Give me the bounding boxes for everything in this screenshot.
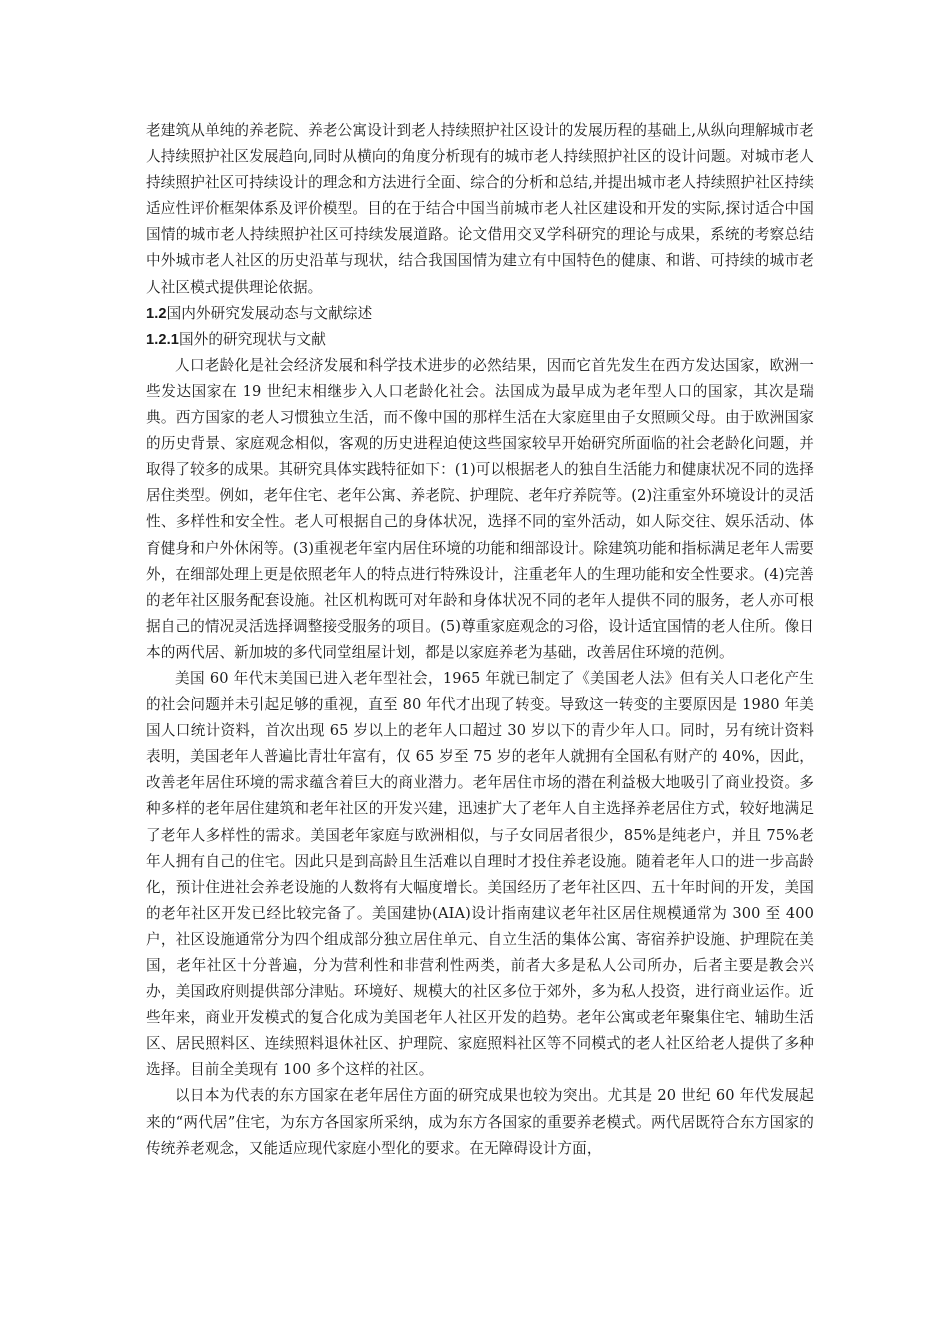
body-paragraph-japan: 以日本为代表的东方国家在老年居住方面的研究成果也较为突出。尤其是 20 世纪 60 年代发展起来的“两代居”住宅，为东方各国家所采纳，成为东方各国家的重要养老模式。两代居既符合东方国家的传统养老观念，又能适应现代家庭小型化的要求。在无障碍设计方面， — [146, 1087, 814, 1157]
section-heading-1-2 — [146, 301, 814, 327]
document-page — [146, 118, 814, 1162]
section-title: 国内外研究发展动态与文献综述 — [166, 304, 373, 322]
section-number: 1.2 — [146, 305, 167, 322]
section-heading-1-2-1 — [146, 327, 814, 353]
intro-paragraph: 老建筑从单纯的养老院、养老公寓设计到老人持续照护社区设计的发展历程的基础上,从纵向理解城市老人持续照护社区发展趋向,同时从横向的角度分析现有的城市老人持续照护社区的设计问题。对城市老人持续照护社区可持续设计的理念和方法进行全面、综合的分析和总结,并提出城市老人持续照护社区持续适应性评价框架体系及评价模型。目的在于结合中国当前城市老人社区建设和开发的实际,探讨适合中国国情的城市老人持续照护社区可持续发展道路。论文借用交叉学科研究的理论与成果，系统的考察总结中外城市老人社区的历史沿革与现状，结合我国国情为建立有中国特色的健康、和谐、可持续的城市老人社区模式提供理论依据。 — [146, 122, 814, 296]
body-paragraph-europe: 人口老龄化是社会经济发展和科学技术进步的必然结果，因而它首先发生在西方发达国家，欧洲一些发达国家在 19 世纪末相继步入人口老龄化社会。法国成为最早成为老年型人口的国家，其次是瑞典。西方国家的老人习惯独立生活，而不像中国的那样生活在大家庭里由子女照顾父母。由于欧洲国家的历史背景、家庭观念相似，客观的历史进程迫使这些国家较早开始研究所面临的社会老龄化问题，并取得了较多的成果。其研究具体实践特征如下：(1)可以根据老人的独自生活能力和健康状况不同的选择居住类型。例如，老年住宅、老年公寓、养老院、护理院、老年疗养院等。(2)注重室外环境设计的灵活性、多样性和安全性。老人可根据自己的身体状况，选择不同的室外活动，如人际交往、娱乐活动、体育健身和户外休闲等。(3)重视老年室内居住环境的功能和细部设计。除建筑功能和指标满足老年人需要外，在细部处理上更是依照老年人的特点进行特殊设计，注重老年人的生理功能和安全性要求。(4)完善的老年社区服务配套设施。社区机构既可对年龄和身体状况不同的老年人提供不同的服务，老人亦可根据自己的情况灵活选择调整接受服务的项目。(5)尊重家庭观念的习俗，设计适宜国情的老人住所。像日本的两代居、新加坡的多代同堂组屋计划，都是以家庭养老为基础，改善居住环境的范例。 — [146, 356, 814, 661]
body-paragraph-usa: 美国 60 年代末美国已进入老年型社会，1965 年就已制定了《美国老人法》但有关人口老化产生的社会问题并未引起足够的重视，直至 80 年代才出现了转变。导致这一转变的主要原因是 1980 年美国人口统计资料，首次出现 65 岁以上的老年人口超过 30 岁以下的青少年人口。同时，另有统计资料表明，美国老年人普遍比青壮年富有，仅 65 岁至 75 岁的老年人就拥有全国私有财产的 40%，因此，改善老年居住环境的需求蕴含着巨大的商业潜力。老年居住市场的潜在利益极大地吸引了商业投资。多种多样的老年居住建筑和老年社区的开发兴建，迅速扩大了老年人自主选择养老居住方式，较好地满足了老年人多样性的需求。美国老年家庭与欧洲相似，与子女同居者很少，85%是纯老户，并且 75%老年人拥有自己的住宅。因此只是到高龄且生活难以自理时才投住养老设施。随着老年人口的进一步高龄化，预计住进社会养老设施的人数将有大幅度增长。美国经历了老年社区四、五十年时间的开发，美国的老年社区开发已经比较完备了。美国建协(AIA)设计指南建议老年社区居住规模通常为 300 至 400 户，社区设施通常分为四个组成部分独立居住单元、自立生活的集体公寓、寄宿养护设施、护理院在美国，老年社区十分普遍，分为营利性和非营利性两类，前者大多是私人公司所办，后者主要是教会兴办，美国政府则提供部分津贴。环境好、规模大的社区多位于郊外，多为私人投资，进行商业运作。近些年来，商业开发模式的复合化成为美国老年人社区开发的趋势。老年公寓或老年聚集住宅、辅助生活区、居民照料区、连续照料退休社区、护理院、家庭照料社区等不同模式的老人社区给老人提供了多种选择。目前全美现有 100 多个这样的社区。 — [146, 669, 814, 1079]
section-number: 1.2.1 — [146, 331, 179, 348]
section-title: 国外的研究现状与文献 — [178, 330, 326, 348]
